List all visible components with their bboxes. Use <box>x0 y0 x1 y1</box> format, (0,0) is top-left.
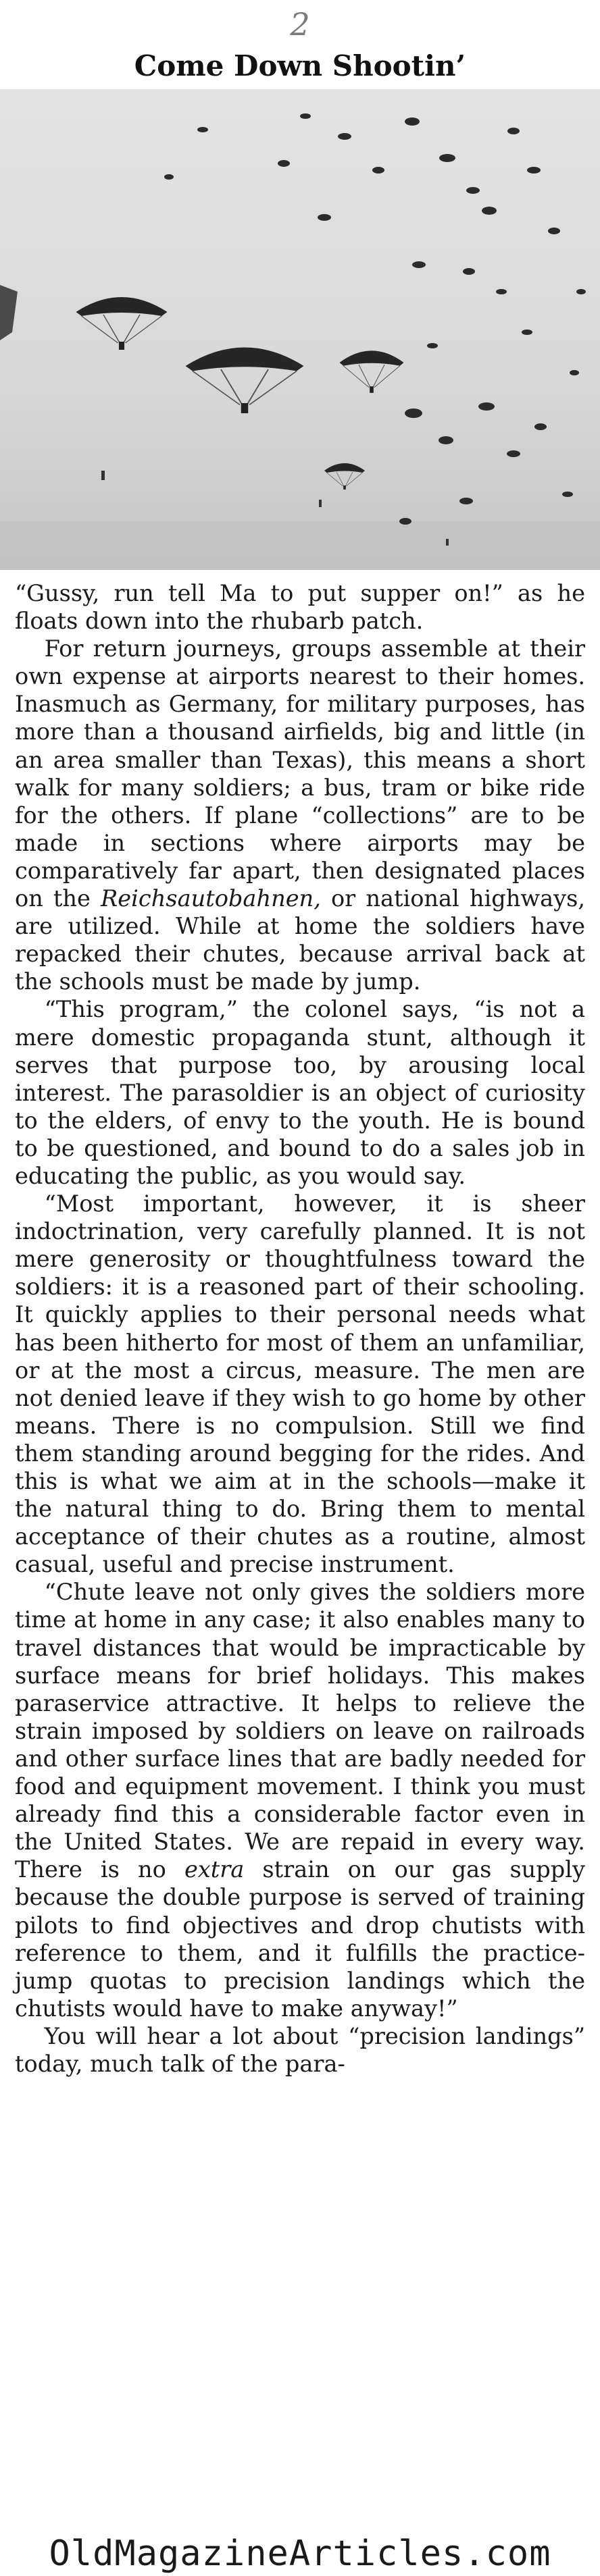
paragraph-2: For return journeys, groups assemble at their own expense at airports nearest to their homes. Inasmuch as Germany, for military purposes, has more than a thousand airfields, big and little (in an area smaller than Texas), this means a short walk for many soldiers; a bus, tram or bike ride for the others. If plane “collections” are to be made in sections where airports may be comparatively far apart, then designated places on the Reichsautobahnen, or national highways, are utilized. While at home the soldiers have repacked their chutes, because arrival back at the schools must be made by jump. <box>15 635 585 995</box>
headline: Come Down Shootin’ <box>134 49 466 82</box>
site-watermark: OldMagazineArticles.com <box>49 2533 551 2574</box>
article-body <box>15 579 585 2078</box>
paragraph-6: You will hear a lot about “precision landings” today, much talk of the para- <box>15 2022 585 2077</box>
italic-term: Reichsautobahnen, <box>101 885 321 912</box>
paragraph-4: “Most important, however, it is sheer indoctrination, very carefully planned. It is not mere generosity or thoughtfulness toward the soldiers: it is a reasoned part of their schooling. It quickly applies to their personal needs what has been hitherto for most of them an unfamiliar, or at the most a circus, measure. The men are not denied leave if they wish to go home by other means. There is no compulsion. Still we find them standing around begging for the rides. And this is what we aim at in the schools—make it the natural thing to do. Bring them to mental acceptance of their chutes as a routine, almost casual, useful and precise instrument. <box>15 1190 585 1578</box>
page-number: 2 <box>290 6 310 43</box>
paragraph-1: “Gussy, run tell Ma to put supper on!” as he floats down into the rhubarb patch. <box>15 580 585 635</box>
paragraph-5: “Chute leave not only gives the soldiers more time at home in any case; it also enables many to travel distances that would be impracticable by surface means for brief holidays. This makes paraservice attractive. It helps to relieve the strain imposed by soldiers on leave on railroads and other surface lines that are badly needed for food and equipment movement. I think you must already find this a considerable factor even in the United States. We are repaid in every way. There is no extra strain on our gas supply because the double purpose is served of training pilots to find objectives and drop chutists with reference to them, and it fulfills the practice-jump quotas to precision landings which the chutists would have to make anyway!” <box>15 1579 585 2022</box>
paragraph-3: “This program,” the colonel says, “is not a mere domestic propaganda stunt, although it serves that purpose too, by arousing local interest. The parasoldier is an object of curiosity to the elders, of envy to the youth. He is bound to be questioned, and bound to do a sales job in educating the public, as you would say. <box>15 996 585 1189</box>
parachutes-photo <box>0 89 600 570</box>
italic-word: extra <box>184 1856 245 1883</box>
